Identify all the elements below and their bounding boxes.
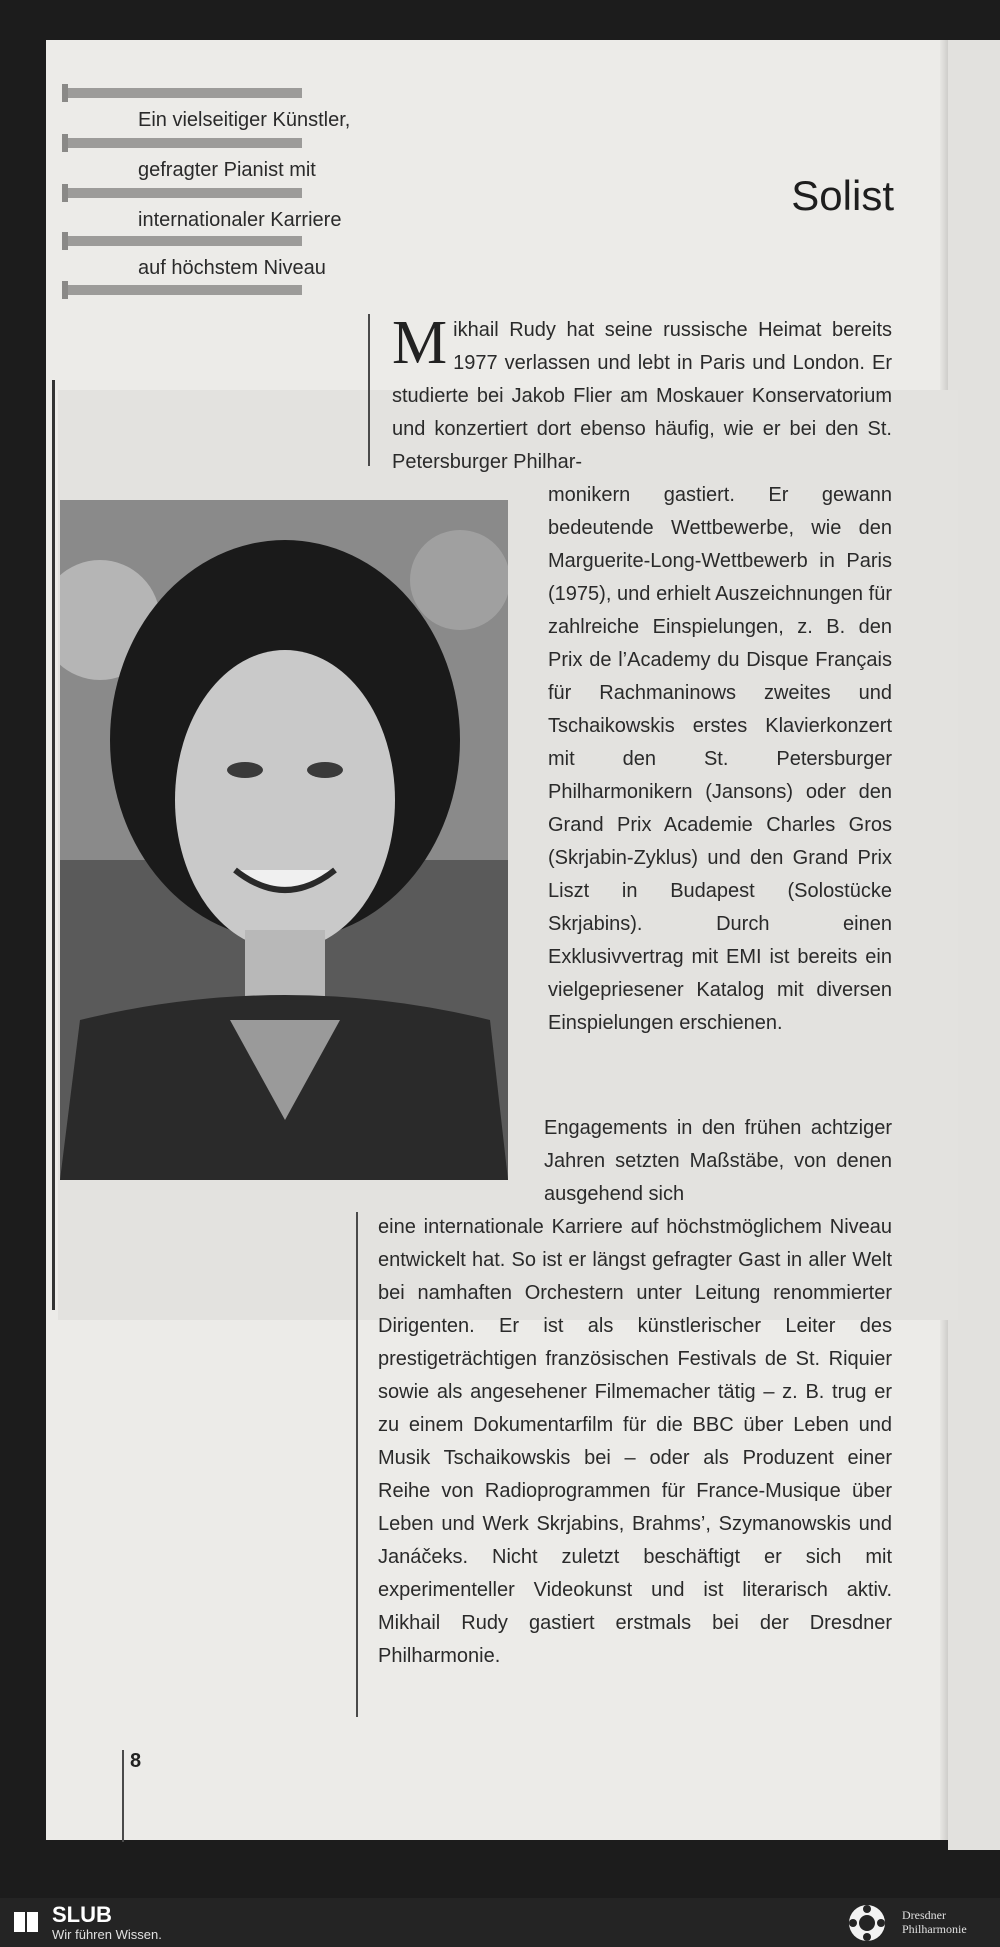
article-paragraph-2: Engagements in den frühen achtziger Jahren setzten Maßstäbe, von denen ausgehend sich xyxy=(544,1117,892,1205)
article-paragraph-1 xyxy=(392,309,893,479)
dropcap: M xyxy=(392,309,448,377)
tagline-line-4: auf höchstem Niveau xyxy=(138,257,326,279)
article-paragraph-1-continued: monikern gastiert. Er gewann bedeutende Wettbewerbe, wie den Marguerite-Long-Wettbewerb in Paris (1975), und erhielt Auszeichnungen für zahlreiche Einspielungen, z. B. den Prix de l’Academy du Disque Français für Rachmaninows zweites und Tschaikowskis erstes Klavierkonzert mit den St. Petersburger Philharmonikern (Jansons) oder den Grand Prix Academie Charles Gros (Skrjabin-Zyklus) und den Grand Prix Liszt in Budapest (Solostücke Skrjabins). Durch einen Exklusivvertrag mit EMI ist bereits ein vielgepriesener Katalog mit diversen Einspielungen erschienen. xyxy=(548,484,892,1034)
article-paragraph-2-continued: eine internationale Karriere auf höchstmöglichem Niveau entwickelt hat. So ist er längst gefragter Gast in aller Welt bei namhaften Orchestern unter Leitung renommierter Dirigenten. Er ist als künstlerischer Leiter des prestigeträchtigen französischen Festivals de St. Riquier sowie als angesehener Filmemacher tätig – z. B. trug er zu einem Dokumentarfilm für die BBC über Leben und Musik Tschaikowskis bei – oder als Produzent einer Reihe von Radioprogrammen für France-Musique über Leben und Werk Skrjabins, Brahms’, Szymanowskis und Janáčeks. Nicht zuletzt beschäftigt er sich mit experimenteller Videokunst und ist literarisch aktiv. Mikhail Rudy gastiert erstmals bei der Dresdner Philharmonie. xyxy=(378,1216,892,1667)
slub-logo-text[interactable]: SLUB xyxy=(52,1902,112,1927)
slub-slogan: Wir führen Wissen. xyxy=(52,1927,162,1942)
tagline-line-3: internationaler Karriere xyxy=(138,209,342,231)
artist-name: ikhail Rudy xyxy=(453,319,556,341)
tagline-line-2: gefragter Pianist mit xyxy=(138,159,316,181)
page-number-rule xyxy=(122,1750,124,1842)
page-edge-line xyxy=(52,380,55,1310)
column-rule-top xyxy=(368,314,370,466)
book-icon xyxy=(12,1908,40,1936)
page-title: Solist xyxy=(791,172,894,219)
flower-logo xyxy=(840,1903,894,1943)
paragraph-1-part-a: hat seine russische Heimat bereits 1977 verlassen und lebt in Paris und London. Er studierte bei Jakob Flier am Moskauer Konservatorium und konzertiert dort ebenso häufig, wie er bei den St. Petersburger Philhar- xyxy=(392,319,893,473)
partner-logo-text[interactable]: Dresdner Philharmonie xyxy=(902,1908,967,1936)
portrait-photo xyxy=(60,500,508,1180)
column-rule-bottom xyxy=(356,1212,358,1717)
page-number: 8 xyxy=(130,1750,142,1772)
tagline-line-1: Ein vielseitiger Künstler, xyxy=(138,109,351,131)
